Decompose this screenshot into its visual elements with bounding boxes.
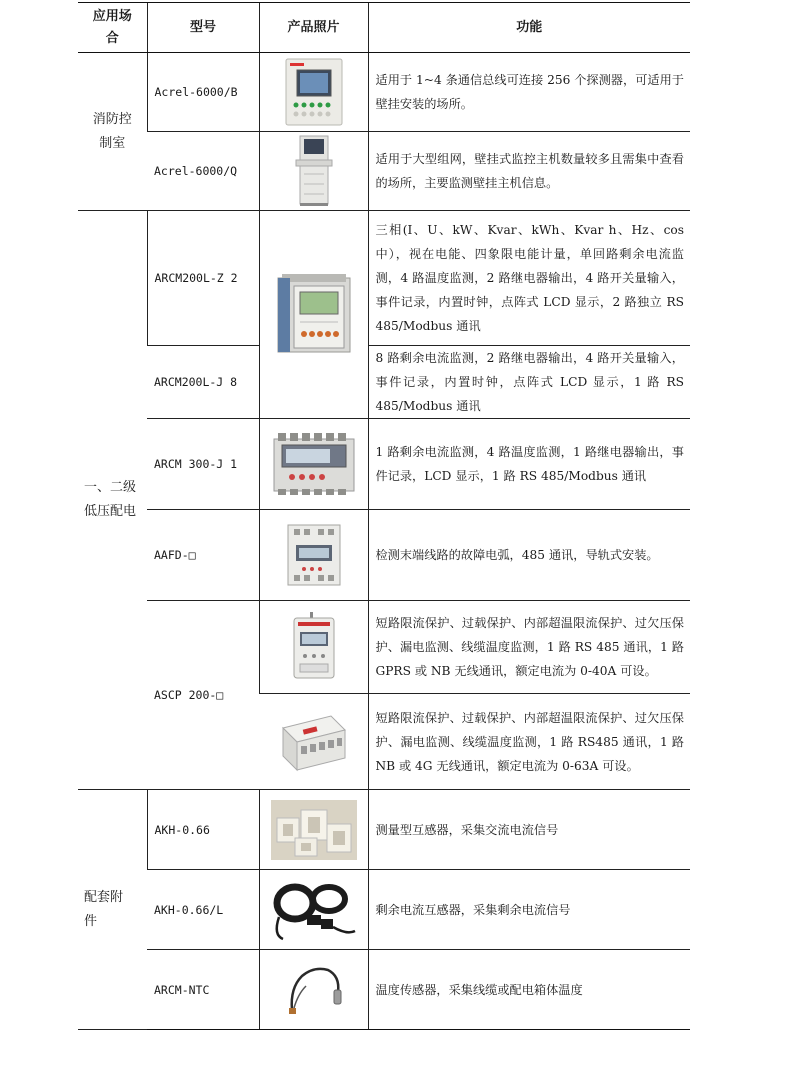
table-row [78, 53, 690, 132]
arc-fault-detector-image [284, 523, 344, 587]
product-photo [259, 950, 368, 1030]
fire-protection-limiter-small-image [292, 612, 336, 682]
table-header-row [78, 3, 690, 53]
model-cell: ARCM200L-J 8 [147, 346, 259, 419]
header-photo: 产品照片 [259, 3, 368, 53]
fire-protection-limiter-large-image [277, 710, 349, 774]
product-photo [259, 694, 368, 790]
table-row [78, 950, 690, 1030]
cabinet-monitor-host-image [294, 134, 334, 208]
product-photo [259, 510, 368, 601]
product-photo [259, 601, 368, 694]
function-cell: 短路限流保护、过载保护、内部超温限流保护、过欠压保护、漏电监测、线缆温度监测，1 路 RS 485 通讯，1 路 GPRS 或 NB 无线通讯，额定电流为 0-40A 可设。 [368, 601, 690, 694]
model-cell: ARCM 300-J 1 [147, 419, 259, 510]
product-photo [259, 132, 368, 211]
model-cell: Acrel-6000/Q [147, 132, 259, 211]
product-spec-table [78, 2, 690, 1030]
model-cell: ASCP 200-□ [147, 601, 259, 790]
function-cell: 8 路剩余电流监测，2 路继电器输出，4 路开关量输入，事件记录，内置时钟，点阵式 LCD 显示，1 路 RS 485/Modbus 通讯 [368, 346, 690, 419]
function-cell: 三相(I、U、kW、Kvar、kWh、Kvar h、Hz、cos 中），视在电能、四象限电能计量，单回路剩余电流监测，4 路温度监测，2 路继电器输出，4 路开关量输入，事件记录，内置时钟，点阵式 LCD 显示，2 路独立 RS 485/Modbus 通讯 [368, 211, 690, 346]
product-photo [259, 870, 368, 950]
table-row [78, 419, 690, 510]
model-cell: Acrel-6000/B [147, 53, 259, 132]
scene-cell: 一、二级低压配电 [78, 211, 147, 790]
model-cell: AKH-0.66 [147, 790, 259, 870]
header-function: 功能 [368, 3, 690, 53]
scene-cell: 配套附件 [78, 790, 147, 1030]
function-cell: 剩余电流互感器，采集剩余电流信号 [368, 870, 690, 950]
product-photo [259, 790, 368, 870]
function-cell: 测量型互感器，采集交流电流信号 [368, 790, 690, 870]
model-cell: AAFD-□ [147, 510, 259, 601]
product-photo [259, 419, 368, 510]
product-photo [259, 53, 368, 132]
temperature-sensor-image [284, 964, 344, 1016]
function-cell: 适用于大型组网，壁挂式监控主机数量较多且需集中查看的场所，主要监测壁挂主机信息。 [368, 132, 690, 211]
table-row [78, 510, 690, 601]
function-cell: 短路限流保护、过载保护、内部超温限流保护、过欠压保护、漏电监测、线缆温度监测，1 路 RS485 通讯，1 路 NB 或 4G 无线通讯，额定电流为 0-63A 可设。 [368, 694, 690, 790]
wall-mounted-monitor-host-image [284, 57, 344, 127]
panel-residual-current-monitor-image [274, 272, 354, 358]
function-cell: 适用于 1~4 条通信总线可连接 256 个探测器，可适用于壁挂安装的场所。 [368, 53, 690, 132]
table-row [78, 870, 690, 950]
product-photo [259, 211, 368, 419]
function-cell: 检测末端线路的故障电弧，485 通讯，导轨式安装。 [368, 510, 690, 601]
din-rail-monitor-image [272, 431, 356, 497]
table-row [78, 211, 690, 346]
function-cell: 1 路剩余电流监测，4 路温度监测，1 路继电器输出，事件记录，LCD 显示，1 路 RS 485/Modbus 通讯 [368, 419, 690, 510]
table-row [78, 132, 690, 211]
model-cell: ARCM-NTC [147, 950, 259, 1030]
model-cell: AKH-0.66/L [147, 870, 259, 950]
header-scene: 应用场合 [78, 3, 147, 53]
header-model: 型号 [147, 3, 259, 53]
function-cell: 温度传感器，采集线缆或配电箱体温度 [368, 950, 690, 1030]
table-row [78, 601, 690, 694]
table-row [78, 790, 690, 870]
table-row [78, 346, 690, 419]
current-transformers-image [271, 800, 357, 860]
scene-cell: 消防控制室 [78, 53, 147, 211]
model-cell: ARCM200L-Z 2 [147, 211, 259, 346]
residual-current-transformers-image [269, 877, 359, 943]
